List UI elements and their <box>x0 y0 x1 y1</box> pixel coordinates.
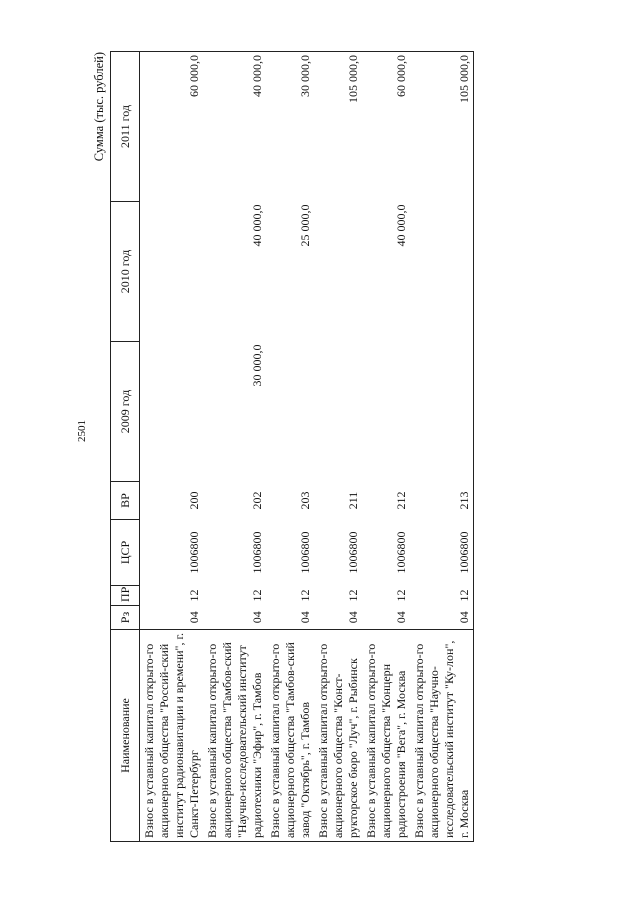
row-csr: 1006800 <box>298 531 312 574</box>
row-2010: 40 000,0 <box>394 204 408 247</box>
header-name: Наименование <box>111 630 140 842</box>
row-csr: 1006800 <box>250 531 264 574</box>
row-vr: 202 <box>250 491 264 510</box>
table-row <box>314 52 362 842</box>
rotated-table-page <box>92 52 562 842</box>
row-pr: 12 <box>250 589 264 602</box>
row-2009 <box>314 342 362 482</box>
row-2011: 60 000,0 <box>362 52 410 202</box>
row-2009 <box>140 342 204 482</box>
row-vr: 200 <box>187 491 201 510</box>
row-2011: 40 000,0 <box>203 52 266 202</box>
row-name: Взнос в уставный капитал открыто-го акционерного общества "Концерн радиостроения "Вега", г. Москва <box>362 630 410 842</box>
budget-table <box>110 51 474 842</box>
page-number: 2501 <box>76 420 88 442</box>
row-2010: 25 000,0 <box>298 204 312 247</box>
header-csr: ЦСР <box>111 520 140 586</box>
row-vr: 203 <box>298 491 312 510</box>
row-rz: 04 <box>250 611 264 624</box>
row-name: Взнос в уставный капитал открыто-го акционерного общества "Тамбов-ский завод "Октябрь", г. Тамбов <box>266 630 314 842</box>
row-rz: 04 <box>187 611 201 624</box>
header-2009: 2009 год <box>111 342 140 482</box>
row-2011: 105 000,0 <box>410 52 474 202</box>
row-pr: 12 <box>187 589 201 602</box>
row-vr: 213 <box>410 482 474 520</box>
header-2010: 2010 год <box>111 202 140 342</box>
row-2009 <box>362 342 410 482</box>
row-csr: 1006800 <box>187 531 201 574</box>
row-csr: 1006800 <box>410 520 474 586</box>
row-pr: 12 <box>394 589 408 602</box>
table-row <box>203 52 266 842</box>
row-csr: 1006800 <box>346 531 360 574</box>
row-rz: 04 <box>346 611 360 624</box>
row-csr: 1006800 <box>394 531 408 574</box>
row-rz: 04 <box>298 611 312 624</box>
row-vr: 212 <box>394 491 408 510</box>
row-2010 <box>314 202 362 342</box>
header-vr: ВР <box>111 482 140 520</box>
row-2009: 30 000,0 <box>250 344 264 387</box>
row-name: Взнос в уставный капитал открыто-го акционерного общества "Научно-исследовательский институт "Ку-лон", г. Москва <box>410 630 474 842</box>
row-pr: 12 <box>346 589 360 602</box>
row-pr: 12 <box>298 589 312 602</box>
table-row <box>140 52 204 842</box>
row-pr: 12 <box>410 586 474 606</box>
row-rz: 04 <box>394 611 408 624</box>
row-name: Взнос в уставный капитал открыто-го акционерного общества "Тамбов-ский "Научно-исследовательский институт радиотехники "Эфир", г. Тамбов <box>203 630 266 842</box>
row-vr: 211 <box>346 491 360 510</box>
row-2010 <box>140 202 204 342</box>
row-2011: 60 000,0 <box>140 52 204 202</box>
header-2011: 2011 год <box>111 52 140 202</box>
header-pr: ПР <box>111 586 140 606</box>
row-2009 <box>266 342 314 482</box>
table-row <box>266 52 314 842</box>
header-rz: Рз <box>111 606 140 630</box>
row-2009 <box>410 342 474 482</box>
row-2011: 30 000,0 <box>266 52 314 202</box>
row-2010: 40 000,0 <box>250 204 264 247</box>
table-row <box>362 52 410 842</box>
row-2011: 105 000,0 <box>314 52 362 202</box>
header-row <box>111 52 140 842</box>
units-label: Сумма (тыс. рублей) <box>92 52 106 162</box>
row-rz: 04 <box>410 606 474 630</box>
row-name: Взнос в уставный капитал открыто-го акционерного общества "Россий-ский институт радионавигации и времени", г. Санкт-Петербург <box>140 630 204 842</box>
row-name: Взнос в уставный капитал открыто-го акционерного общества "Конст-рукторское бюро "Луч", г. Рыбинск <box>314 630 362 842</box>
table-row <box>410 52 474 842</box>
row-2010 <box>410 202 474 342</box>
